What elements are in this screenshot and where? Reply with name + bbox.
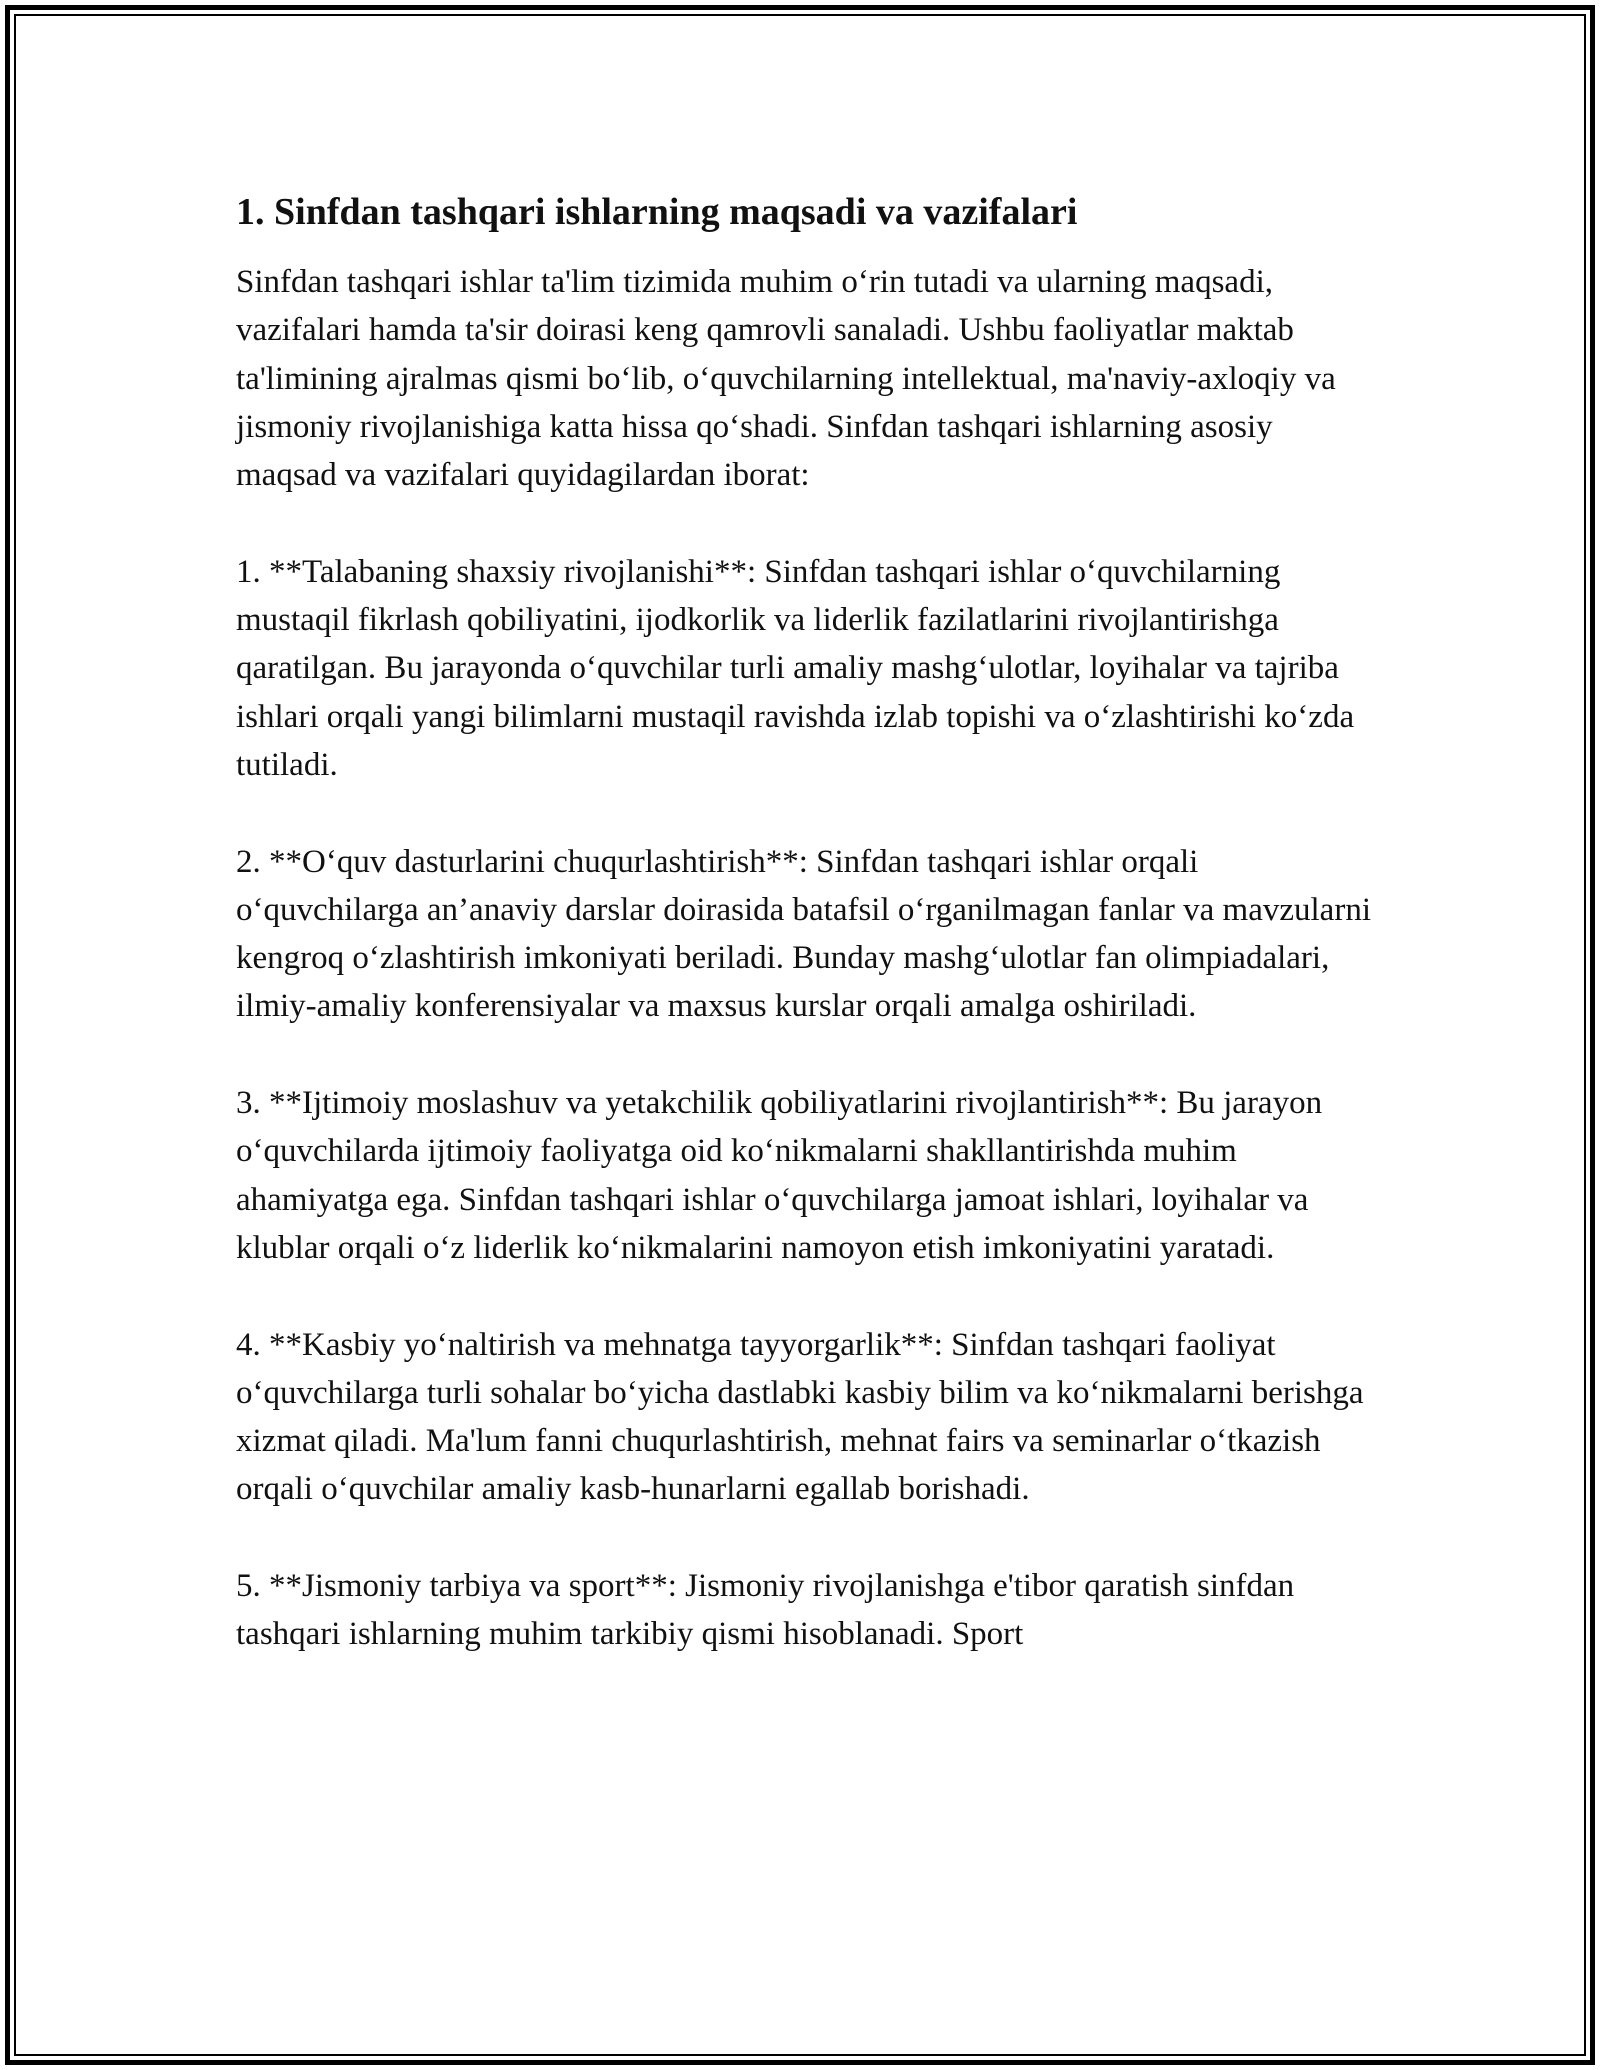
list-item-4: 4. **Kasbiy yo‘naltirish va mehnatga tayyorgarlik**: Sinfdan tashqari faoliyat o‘quvchilarga turli sohalar bo‘yicha dastlabki kasbiy bilim va ko‘nikmalarni berishga xizmat qiladi. Ma'lum fanni chuqurlashtirish, mehnat fairs va seminarlar o‘tkazish orqali o‘quvchilar amaliy kasb-hunarlarni egallab borishadi. bbox=[236, 1326, 1364, 1508]
document-body bbox=[236, 188, 1376, 1707]
section-heading: 1. Sinfdan tashqari ishlarning maqsadi va vazifalari bbox=[236, 191, 1078, 233]
list-item-1: 1. **Talabaning shaxsiy rivojlanishi**: Sinfdan tashqari ishlar o‘quvchilarning mustaqil fikrlash qobiliyatini, ijodkorlik va liderlik fazilatlarini rivojlantirishga qaratilgan. Bu jarayonda o‘quvchilar turli amaliy mashg‘ulotlar, loyihalar va tajriba ishlari orqali yangi bilimlarni mustaqil ravishda izlab topishi va o‘zlashtirishi ko‘zda tutiladi. bbox=[236, 553, 1355, 783]
intro-paragraph: Sinfdan tashqari ishlar ta'lim tizimida muhim o‘rin tutadi va ularning maqsadi, vazifalari hamda ta'sir doirasi keng qamrovli sanaladi. Ushbu faoliyatlar maktab ta'limining ajralmas qismi bo‘lib, o‘quvchilarning intellektual, ma'naviy-axloqiy va jismoniy rivojlanishiga katta hissa qo‘shadi. Sinfdan tashqari ishlarning asosiy maqsad va vazifalari quyidagilardan iborat: bbox=[236, 264, 1336, 494]
list-item-2: 2. **O‘quv dasturlarini chuqurlashtirish**: Sinfdan tashqari ishlar orqali o‘quvchilarga an’anaviy darslar doirasida batafsil o‘rganilmagan fanlar va mavzularni kengroq o‘zlashtirish imkoniyati beriladi. Bunday mashg‘ulotlar fan olimpiadalari, ilmiy-amaliy konferensiyalar va maxsus kurslar orqali amalga oshiriladi. bbox=[236, 843, 1371, 1025]
list-item-5: 5. **Jismoniy tarbiya va sport**: Jismoniy rivojlanishga e'tibor qaratish sinfdan tashqari ishlarning muhim tarkibiy qismi hisoblanadi. Sport bbox=[236, 1568, 1295, 1653]
list-item-3: 3. **Ijtimoiy moslashuv va yetakchilik qobiliyatlarini rivojlantirish**: Bu jarayon o‘quvchilarda ijtimoiy faoliyatga oid ko‘nikmalarni shakllantirishda muhim ahamiyatga ega. Sinfdan tashqari ishlar o‘quvchilarga jamoat ishlari, loyihalar va klublar orqali o‘z liderlik ko‘nikmalarini namoyon etish imkoniyatini yaratadi. bbox=[236, 1085, 1323, 1266]
